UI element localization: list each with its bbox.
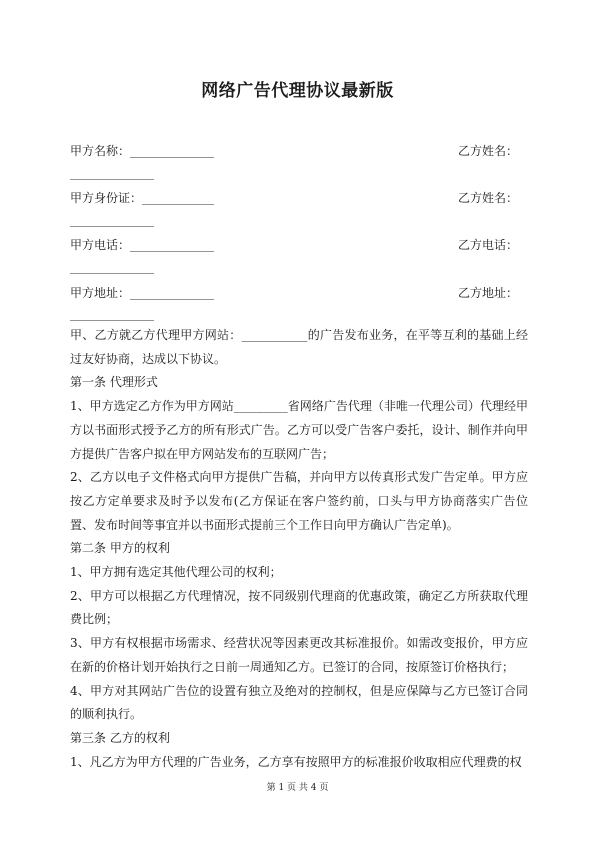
article-2-clause-2: 2、甲方可以根据乙方代理情况，按不同级别代理商的优惠政策，确定乙方所获取代理费比例； xyxy=(70,588,528,627)
party-field-row-id xyxy=(70,189,530,209)
article-3-clause-1: 1、凡乙方为甲方代理的广告业务，乙方享有按照甲方的标准报价收取相应代理费的权 xyxy=(70,754,522,769)
party-b-phone-blank: ______________ xyxy=(70,260,154,274)
party-b-address-blank: ______________ xyxy=(70,307,154,321)
party-field-row-name xyxy=(70,142,530,162)
party-field-row-phone xyxy=(70,236,530,256)
article-1-clause-1: 1、甲方选定乙方作为甲方网站_________省网络广告代理（非唯一代理公司）代理经甲方以书面形式授予乙方的所有形式广告。乙方可以受广告客户委托，设计、制作并向甲方提供广告客户拟在甲方网站发布的互联网广告； xyxy=(70,399,528,461)
article-2-clause-1: 1、甲方拥有选定其他代理公司的权利； xyxy=(70,565,282,580)
party-b-name-label: 乙方姓名： xyxy=(457,144,518,158)
article-3-heading: 第三条 乙方的权利 xyxy=(70,730,170,745)
party-field-row-address xyxy=(70,284,530,304)
article-2-clause-3: 3、甲方有权根据市场需求、经营状况等因素更改其标准报价。如需改变报价，甲方应在新的价格计划开始执行之日前一周通知乙方。已签订的合同，按原签订价格执行； xyxy=(70,636,528,674)
page-number-footer: 第 1 页 共 4 页 xyxy=(266,783,329,793)
party-a-name-field: 甲方名称：______________ xyxy=(70,144,215,158)
document-title: 网络广告代理协议最新版 xyxy=(201,81,394,101)
article-2-clause-4: 4、甲方对其网站广告位的设置有独立及绝对的控制权，但是应保障与乙方已签订合同的顺利执行。 xyxy=(70,683,528,722)
party-b-address-label: 乙方地址： xyxy=(457,286,518,300)
party-a-phone-field: 甲方电话：______________ xyxy=(70,238,215,252)
preamble-paragraph: 甲、乙方就乙方代理甲方网站：___________的广告发布业务，在平等互利的基础上经过友好协商，达成以下协议。 xyxy=(70,328,528,366)
agreement-body xyxy=(70,324,528,774)
party-b-name-label-2: 乙方姓名： xyxy=(457,191,518,205)
party-b-name-blank-2: ______________ xyxy=(70,213,154,227)
article-1-clause-2: 2、乙方以电子文件格式向甲方提供广告稿，并向甲方以传真形式发广告定单。甲方应按乙方定单要求及时予以发布(乙方保证在客户签约前，口头与甲方协商落实广告位置、发布时间等事宜并以书面形式提前三个工作日向甲方确认广告定单)。 xyxy=(70,470,528,532)
party-b-phone-label: 乙方电话： xyxy=(457,238,518,252)
article-2-heading: 第二条 甲方的权利 xyxy=(70,541,170,556)
article-1-heading: 第一条 代理形式 xyxy=(70,375,158,390)
party-b-name-blank: ______________ xyxy=(70,166,154,180)
party-a-address-field: 甲方地址：______________ xyxy=(70,286,215,300)
party-a-id-field: 甲方身份证：____________ xyxy=(70,191,215,205)
